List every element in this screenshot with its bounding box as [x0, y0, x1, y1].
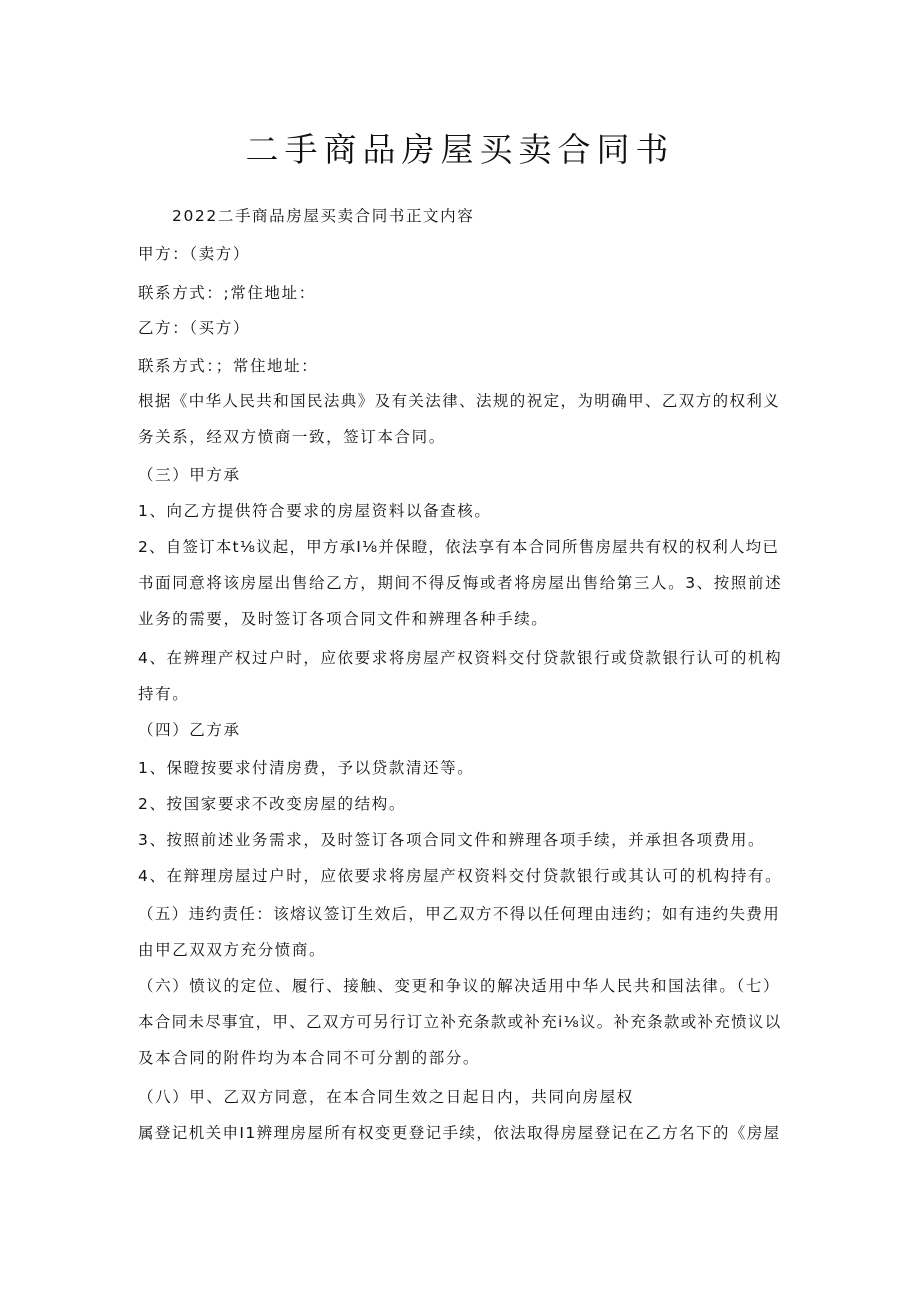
body-line: 及本合同的附件均为本合同不可分割的部分。 [138, 1049, 481, 1067]
body-line: 2、自签订本t⅛议起，甲方承I⅛并保瞪，依法享有本合同所售房屋共有权的权利人均已 [138, 538, 780, 556]
body-line: 业务的需要，及时签订各项合同文件和辨理各种手续。 [138, 610, 549, 628]
body-line: 务关系，经双方愤商一致，签订本合同。 [138, 428, 446, 446]
body-line: 4、在辩理房屋过户时，应依要求将房屋产权资料交付贷款银行或其认可的机构持有。 [138, 867, 783, 885]
body-line: 1、向乙方提供符合要求的房屋资料以备查核。 [138, 502, 492, 520]
body-line: 根据《中华人民共和国民法典》及有关法律、法规的祝定，为明确甲、乙双方的权利义 [138, 392, 781, 410]
section-heading: （三）甲方承 [138, 466, 241, 484]
body-line: 2、按国家要求不改变房屋的结构。 [138, 795, 406, 813]
body-line: （六）愤议的定位、履行、接触、变更和争议的解决适用中华人民共和国法律。（七） [138, 977, 781, 995]
body-line: 书面同意将该房屋出售给乙方，期间不得反悔或者将房屋出售给第三人。3、按照前述 [138, 574, 783, 592]
body-line: 4、在辨理产权过户时，应依要求将房屋产权资料交付贷款银行或贷款银行认可的机构 [138, 649, 783, 667]
body-line: 持有。 [138, 685, 190, 703]
document-title: 二手商品房屋买卖合同书 [245, 130, 675, 169]
body-line: 属登记机关申I1辨理房屋所有权变更登记手续，依法取得房屋登记在乙方名下的《房屋 [138, 1124, 781, 1142]
subtitle-line: 2022二手商品房屋买卖合同书正文内容 [172, 207, 475, 225]
party-a-line: 甲方：（卖方） [138, 245, 250, 263]
body-line: （五）违约责任：该熔议签订生效后，甲乙双方不得以任何理由违约；如有违约失费用 [138, 905, 781, 923]
body-line: （八）甲、乙双方同意，在本合同生效之日起日内，共同向房屋权 [138, 1088, 634, 1106]
body-line: 1、保瞪按要求付清房费，予以贷款清还等。 [138, 759, 475, 777]
body-line: 3、按照前述业务需求，及时签订各项合同文件和辨理各项手续，并承担各项费用。 [138, 831, 766, 849]
body-line: 由甲乙双双方充分愤商。 [138, 941, 327, 959]
section-heading: （四）乙方承 [138, 721, 241, 739]
party-a-contact-line: 联系方式：;常住地址： [138, 284, 316, 302]
party-b-contact-line: 联系方式：；常住地址： [138, 357, 319, 375]
party-b-line: 乙方：（买方） [138, 319, 250, 337]
body-line: 本合同未尽事宜，甲、乙双方可另行订立补充条款或补充i⅛议。补充条款或补充愤议以 [138, 1013, 782, 1031]
